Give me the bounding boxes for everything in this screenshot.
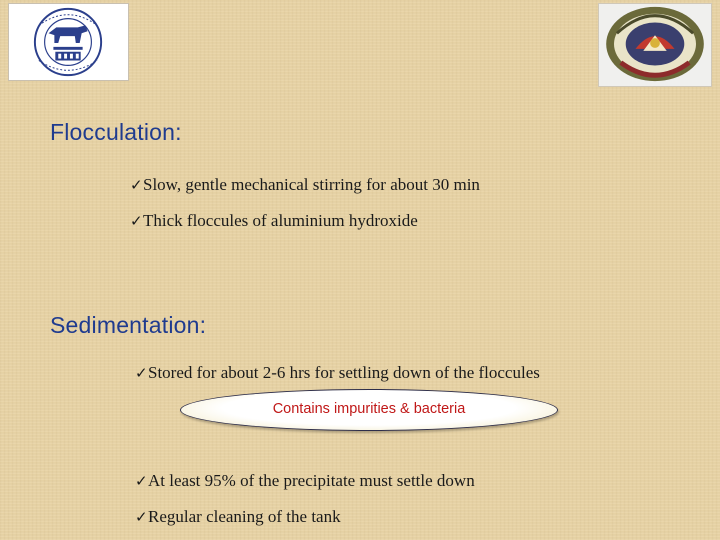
institute-emblem-icon	[8, 3, 129, 81]
check-icon: ✓	[130, 212, 143, 230]
flocculation-heading: Flocculation:	[50, 119, 182, 145]
check-icon: ✓	[135, 472, 148, 490]
sedimentation-point-text: Stored for about 2-6 hrs for settling down of the floccules	[148, 363, 540, 382]
college-crest-icon	[598, 3, 712, 87]
sedimentation-point	[135, 363, 540, 383]
callout-text: Contains impurities & bacteria	[272, 401, 466, 417]
flocculation-point-text: Thick floccules of aluminium hydroxide	[143, 211, 418, 230]
sedimentation-heading: Sedimentation:	[50, 312, 207, 338]
sedimentation-point-text: At least 95% of the precipitate must settle down	[148, 471, 475, 490]
check-icon: ✓	[135, 364, 148, 382]
sedimentation-point	[135, 507, 341, 527]
check-icon: ✓	[135, 508, 148, 526]
impurities-callout	[180, 389, 558, 431]
flocculation-point	[130, 211, 418, 231]
flocculation-point	[130, 175, 480, 195]
sedimentation-point	[135, 471, 475, 491]
check-icon: ✓	[130, 176, 143, 194]
sedimentation-point-text: Regular cleaning of the tank	[148, 507, 341, 526]
flocculation-point-text: Slow, gentle mechanical stirring for about 30 min	[143, 175, 480, 194]
